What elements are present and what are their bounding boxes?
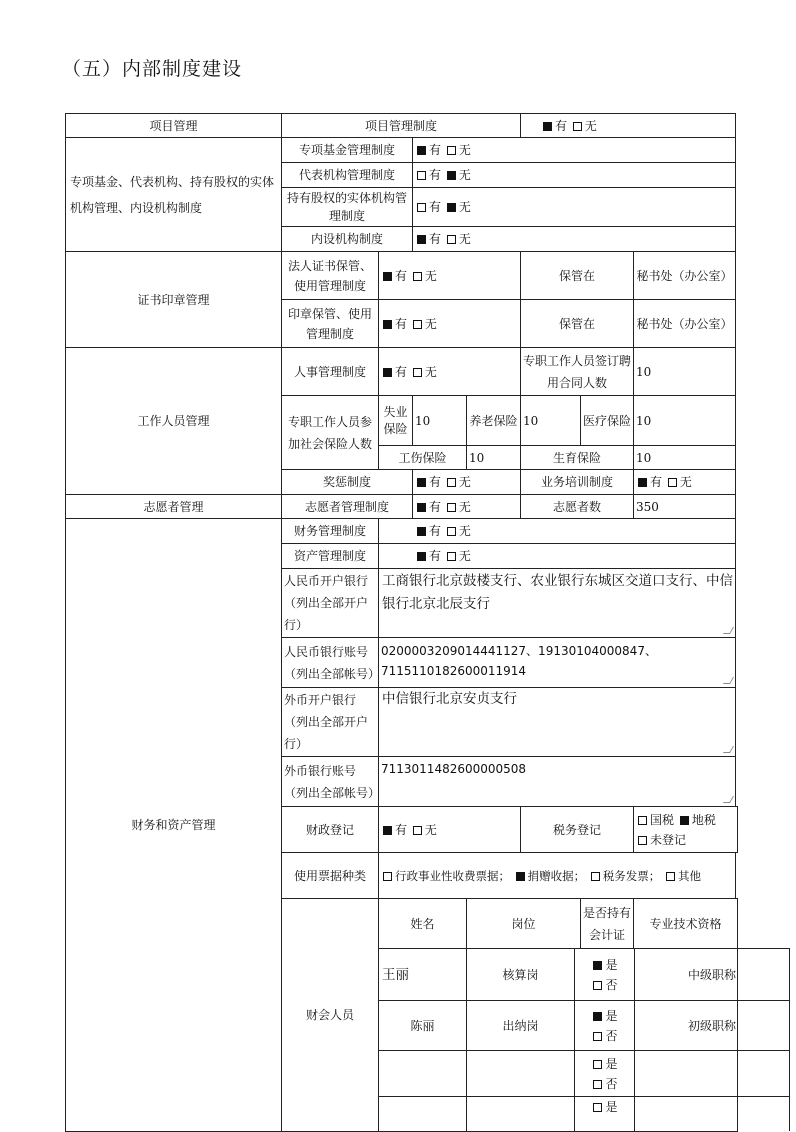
checkbox-yes-checked[interactable]: [417, 503, 426, 512]
checkbox-no[interactable]: [447, 552, 456, 561]
rmb-bank-label: 人民币开户银行（列出全部开户行）: [282, 569, 379, 638]
acc-header-qual: 专业技术资格: [634, 899, 738, 949]
training-rule-options: [634, 470, 736, 495]
yes-label: 有: [429, 499, 442, 514]
hr-rule-label: 人事管理制度: [282, 348, 379, 396]
accountant-list: [379, 949, 738, 1132]
yes-label: 有: [395, 822, 408, 837]
yes-label: 是: [605, 1100, 618, 1114]
insurance-label: 专职工作人员参加社会保险人数: [282, 396, 379, 470]
fund-rule-label: 专项基金管理制度: [282, 138, 413, 163]
seal-rule-options: [379, 300, 521, 348]
fx-bank-field[interactable]: 中信银行北京安贞支行: [379, 688, 736, 757]
checkbox-yes[interactable]: [593, 1103, 602, 1112]
reward-rule-options: [413, 470, 521, 495]
tax-options: [634, 807, 738, 853]
checkbox-yes-checked[interactable]: [638, 478, 647, 487]
checkbox-no[interactable]: [573, 122, 582, 131]
equity-rule-label: 持有股权的实体机构管理制度: [282, 188, 413, 227]
internal-org-rule-options: [413, 227, 736, 252]
acc-qual: [635, 1097, 790, 1131]
tax-label: 税务登记: [521, 807, 634, 853]
seal-kept-at-label: 保管在: [521, 300, 634, 348]
fund-rule-options: [413, 138, 736, 163]
checkbox-donation-receipt-checked[interactable]: [516, 872, 525, 881]
cert-kept-place: 秘书处（办公室）: [634, 252, 736, 300]
checkbox-yes-checked[interactable]: [383, 272, 392, 281]
seal-rule-label: 印章保管、使用管理制度: [282, 300, 379, 348]
checkbox-no[interactable]: [413, 272, 422, 281]
finance-section-label: 财务和资产管理: [66, 519, 282, 1132]
cert-rule-label: 法人证书保管、使用管理制度: [282, 252, 379, 300]
asset-rule-label: 资产管理制度: [282, 544, 379, 569]
checkbox-local-tax-checked[interactable]: [680, 816, 689, 825]
medical-label: 医疗保险: [581, 396, 634, 446]
yes-label: 是: [605, 957, 618, 972]
acc-name: [379, 1051, 467, 1097]
acc-cert: [575, 1097, 635, 1131]
table-row: [379, 1001, 790, 1051]
no-label: 无: [458, 143, 471, 157]
unregistered-label: 未登记: [650, 832, 687, 847]
no-label: 否: [605, 1028, 618, 1043]
no-label: 无: [424, 316, 437, 331]
acc-name: [379, 1097, 467, 1131]
fx-account-label: 外币银行账号（列出全部帐号）: [282, 757, 379, 807]
table-row: [379, 1097, 790, 1131]
checkbox-tax-invoice[interactable]: [591, 872, 600, 881]
checkbox-no[interactable]: [413, 826, 422, 835]
volunteer-count-value: 350: [634, 495, 736, 519]
checkbox-no[interactable]: [593, 1080, 602, 1089]
fx-bank-label: 外币开户银行（列出全部开户行）: [282, 688, 379, 757]
checkbox-yes-checked[interactable]: [417, 146, 426, 155]
no-label: 无: [424, 268, 437, 283]
no-label: 否: [605, 977, 618, 992]
checkbox-no[interactable]: [447, 527, 456, 536]
checkbox-yes-checked[interactable]: [593, 1012, 602, 1021]
seal-section-label: 证书印章管理: [66, 252, 282, 348]
acc-name: 王丽: [379, 949, 467, 1001]
checkbox-no[interactable]: [668, 478, 677, 487]
fx-account-field[interactable]: 7113011482600000508: [379, 757, 736, 807]
checkbox-admin-receipt[interactable]: [383, 872, 392, 881]
volunteer-section-label: 志愿者管理: [66, 495, 282, 519]
contract-count-value: 10: [634, 348, 736, 396]
acc-header-name: 姓名: [379, 899, 467, 949]
staff-section-label: 工作人员管理: [66, 348, 282, 495]
no-label: 无: [458, 475, 471, 489]
checkbox-yes-checked[interactable]: [383, 320, 392, 329]
acc-cert: [575, 949, 635, 1001]
no-label: 否: [605, 1076, 618, 1091]
injury-label: 工伤保险: [379, 446, 467, 470]
rmb-account-label: 人民币银行账号（列出全部帐号）: [282, 638, 379, 688]
project-section-label: 项目管理: [66, 114, 282, 138]
checkbox-no[interactable]: [447, 146, 456, 155]
table-row: [379, 949, 790, 1001]
acc-qual: [635, 1051, 790, 1097]
injury-value: 10: [467, 446, 521, 470]
acc-cert: [575, 1001, 635, 1051]
no-label: 无: [458, 200, 471, 214]
checkbox-no[interactable]: [413, 320, 422, 329]
cert-rule-options: [379, 252, 521, 300]
volunteer-count-label: 志愿者数: [521, 495, 634, 519]
no-label: 无: [424, 822, 437, 837]
acc-qual: 初级职称: [635, 1001, 790, 1051]
checkbox-no[interactable]: [593, 1032, 602, 1041]
no-label: 无: [458, 549, 471, 563]
no-label: 无: [679, 475, 692, 489]
yes-label: 有: [429, 549, 442, 563]
rep-rule-options: [413, 163, 736, 188]
seal-kept-place: 秘书处（办公室）: [634, 300, 736, 348]
acc-header-cert: 是否持有会计证: [581, 899, 634, 949]
internal-system-table: [65, 113, 738, 1132]
internal-org-rule-label: 内设机构制度: [282, 227, 413, 252]
checkbox-yes-checked[interactable]: [593, 961, 602, 970]
national-tax-label: 国税: [650, 812, 675, 827]
checkbox-no[interactable]: [413, 368, 422, 377]
checkbox-yes-checked[interactable]: [383, 826, 392, 835]
yes-label: 有: [429, 524, 442, 538]
checkbox-yes-checked[interactable]: [543, 122, 552, 131]
checkbox-no[interactable]: [593, 981, 602, 990]
acc-name: 陈丽: [379, 1001, 467, 1051]
contract-count-label: 专职工作人员签订聘用合同人数: [521, 348, 634, 396]
yes-label: 是: [605, 1056, 618, 1071]
checkbox-no-checked[interactable]: [447, 203, 456, 212]
checkbox-unregistered[interactable]: [638, 836, 647, 845]
medical-value: 10: [634, 396, 736, 446]
checkbox-no[interactable]: [447, 235, 456, 244]
rmb-account-field[interactable]: 0200003209014441127、19130104000847、7115110182600011914: [379, 638, 736, 688]
unemployment-value: 10: [413, 396, 467, 446]
entity-section-label: 专项基金、代表机构、持有股权的实体机构管理、内设机构制度: [66, 138, 282, 252]
other-label: 其他: [677, 868, 701, 883]
checkbox-yes-checked[interactable]: [417, 552, 426, 561]
acc-post: [467, 1051, 575, 1097]
local-tax-label: 地税: [691, 812, 716, 827]
project-rule-options: [521, 114, 736, 138]
checkbox-no-checked[interactable]: [447, 171, 456, 180]
yes-label: 有: [429, 200, 442, 214]
checkbox-yes-checked[interactable]: [417, 235, 426, 244]
page-title: （五）内部制度建设: [62, 58, 243, 80]
acc-cert: [575, 1051, 635, 1097]
finance-rule-options: [379, 519, 736, 544]
yes-label: 有: [650, 475, 663, 489]
acc-post: 出纳岗: [467, 1001, 575, 1051]
donation-receipt-label: 捐赠收据；: [527, 868, 586, 883]
checkbox-yes-checked[interactable]: [417, 478, 426, 487]
fiscal-label: 财政登记: [282, 807, 379, 853]
no-label: 无: [458, 168, 471, 182]
checkbox-yes[interactable]: [417, 203, 426, 212]
unemployment-label: 失业保险: [379, 396, 413, 446]
checkbox-yes[interactable]: [417, 171, 426, 180]
admin-receipt-label: 行政事业性收费票据；: [395, 868, 510, 883]
equity-rule-options: [413, 188, 736, 227]
yes-label: 有: [429, 232, 442, 246]
finance-rule-label: 财务管理制度: [282, 519, 379, 544]
hr-rule-options: [379, 348, 521, 396]
volunteer-rule-options: [413, 495, 521, 519]
volunteer-rule-label: 志愿者管理制度: [282, 495, 413, 519]
yes-label: 有: [395, 364, 408, 379]
pension-label: 养老保险: [467, 396, 521, 446]
pension-value: 10: [521, 396, 581, 446]
project-rule-label: 项目管理制度: [282, 114, 521, 138]
checkbox-no[interactable]: [447, 478, 456, 487]
checkbox-yes[interactable]: [593, 1060, 602, 1069]
acc-header-post: 岗位: [467, 899, 581, 949]
checkbox-yes-checked[interactable]: [417, 527, 426, 536]
training-rule-label: 业务培训制度: [521, 470, 634, 495]
table-row: [379, 1051, 790, 1097]
no-label: 无: [458, 232, 471, 246]
acc-post: 核算岗: [467, 949, 575, 1001]
checkbox-yes-checked[interactable]: [383, 368, 392, 377]
yes-label: 有: [429, 143, 442, 157]
no-label: 无: [458, 499, 471, 514]
accountant-label: 财会人员: [282, 899, 379, 1132]
checkbox-no[interactable]: [447, 503, 456, 512]
asset-rule-options: [379, 544, 736, 569]
yes-label: 是: [605, 1008, 618, 1023]
tax-invoice-label: 税务发票；: [602, 868, 661, 883]
maternity-value: 10: [634, 446, 736, 470]
acc-qual: 中级职称: [635, 949, 790, 1001]
no-label: 无: [458, 524, 471, 538]
checkbox-national-tax[interactable]: [638, 816, 647, 825]
receipt-label: 使用票据种类: [282, 853, 379, 899]
rmb-bank-field[interactable]: 工商银行北京鼓楼支行、农业银行东城区交道口支行、中信银行北京北辰支行: [379, 569, 736, 638]
yes-label: 有: [429, 475, 442, 489]
fiscal-options: [379, 807, 521, 853]
cert-kept-at-label: 保管在: [521, 252, 634, 300]
receipt-options: [379, 853, 736, 899]
checkbox-other[interactable]: [666, 872, 675, 881]
yes-label: 有: [429, 168, 442, 182]
maternity-label: 生育保险: [521, 446, 634, 470]
no-label: 无: [424, 364, 437, 379]
acc-post: [467, 1097, 575, 1131]
rep-rule-label: 代表机构管理制度: [282, 163, 413, 188]
reward-rule-label: 奖惩制度: [282, 470, 413, 495]
yes-label: 有: [395, 316, 408, 331]
yes-label: 有: [395, 268, 408, 283]
yes-label: 有: [555, 118, 568, 133]
no-label: 无: [584, 118, 597, 133]
